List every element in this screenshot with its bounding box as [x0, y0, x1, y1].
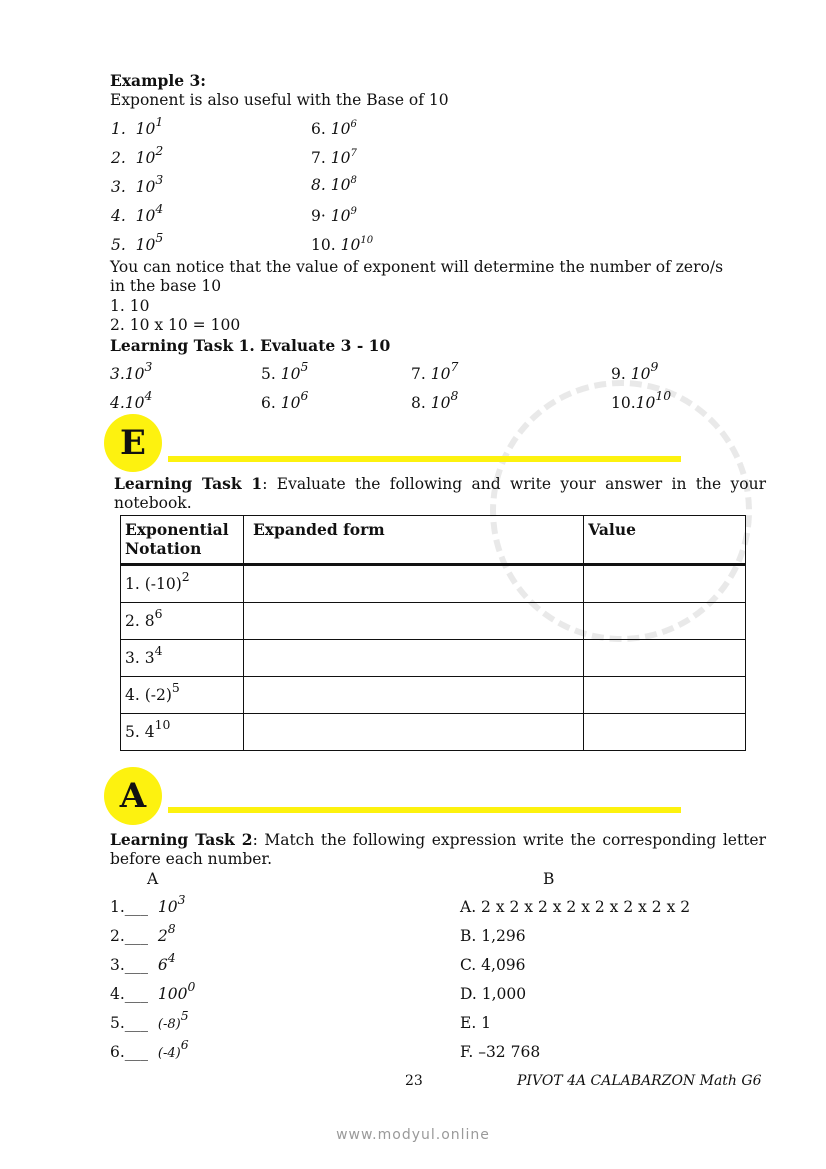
- match-right-item: E. 1: [460, 1014, 492, 1032]
- match-left-item: 4.___ $100^0$: [110, 979, 196, 1003]
- match-right-item: D. 1,000: [460, 985, 527, 1003]
- watermark: www.modyul.online: [336, 1127, 490, 1143]
- notation-cell: 1. $(-10)^2$: [121, 565, 244, 603]
- value-cell[interactable]: [584, 714, 746, 751]
- task1-item: 4.10$^4$: [110, 388, 153, 412]
- match-right-item: B. 1,296: [460, 927, 526, 945]
- example-item: 2. $10^2$: [111, 143, 164, 167]
- notation-cell: 2. $8^6$: [121, 603, 244, 640]
- notation-cell: 3. $3^4$: [121, 640, 244, 677]
- expanded-form-cell[interactable]: [243, 714, 583, 751]
- example-note: You can notice that the value of exponent will determine the number of zero/s: [110, 258, 724, 276]
- example-item: 7. $10^7$: [311, 148, 357, 167]
- column-b-label: B: [543, 870, 555, 888]
- match-left-item: 2.___ $2^8$: [110, 921, 176, 945]
- page-number: 23: [405, 1073, 423, 1089]
- match-left-item: 6.___ $(-4)^6$: [110, 1037, 189, 1061]
- header-expanded-form: Expanded form: [243, 516, 583, 565]
- evaluate-table: [120, 515, 746, 751]
- example-heading: Example 3:: [110, 71, 206, 90]
- section-a-badge: A: [104, 767, 162, 825]
- example-item: $9\cdot 10^9$: [311, 206, 357, 225]
- example-note: in the base 10: [110, 277, 222, 295]
- example-item: 8. $10^8$: [311, 175, 357, 194]
- example-item: 5. $10^5$: [111, 230, 164, 254]
- notation-cell: 4. $(-2)^5$: [121, 677, 244, 714]
- value-cell[interactable]: [584, 640, 746, 677]
- example-item: 6. $10^6$: [311, 119, 357, 138]
- task1-item: 7. $10^7$: [411, 359, 459, 383]
- example-list-item: 1. 10: [110, 297, 150, 315]
- table-row: [121, 603, 746, 640]
- example-item: 4. $10^4$: [111, 201, 164, 225]
- section-e-instruction-cont: notebook.: [114, 494, 192, 512]
- table-row: [121, 565, 746, 603]
- footer-title: PIVOT 4A CALABARZON Math G6: [517, 1073, 762, 1089]
- task1-item: 10.10$^{10}$: [611, 388, 672, 412]
- section-a-rule: [168, 807, 681, 813]
- section-e-rule: [168, 456, 681, 462]
- value-cell[interactable]: [584, 677, 746, 714]
- section-a-instruction-cont: before each number.: [110, 850, 273, 868]
- task1-item: 9. $10^9$: [611, 359, 659, 383]
- match-left-item: 5.___ $(-8)^5$: [110, 1008, 189, 1032]
- match-right-item: C. 4,096: [460, 956, 526, 974]
- task1-item: 6. $10^6$: [261, 388, 309, 412]
- expanded-form-cell[interactable]: [243, 677, 583, 714]
- table-row: [121, 640, 746, 677]
- table-row: [121, 714, 746, 751]
- task1-item: 3.10$^3$: [110, 359, 153, 383]
- header-value: Value: [584, 516, 746, 565]
- example-item: 10. $10^{10}$: [311, 235, 374, 254]
- section-a-instruction: Learning Task 2: Match the following expression write the corresponding letter: [110, 830, 767, 849]
- section-e-badge: E: [104, 414, 162, 472]
- task1-item: 8. $10^8$: [411, 388, 459, 412]
- table-header-row: [121, 516, 746, 565]
- task1-item: 5. $10^5$: [261, 359, 309, 383]
- expanded-form-cell[interactable]: [243, 640, 583, 677]
- match-left-item: 3.___ $6^4$: [110, 950, 176, 974]
- example-list-item: 2. 10 x 10 = 100: [110, 316, 241, 334]
- match-right-item: F. –32 768: [460, 1043, 541, 1061]
- notation-cell: 5. $4^{10}$: [121, 714, 244, 751]
- column-a-label: A: [147, 870, 159, 888]
- value-cell[interactable]: [584, 603, 746, 640]
- header-exponential-notation: Exponential Notation: [121, 516, 244, 565]
- table-row: [121, 677, 746, 714]
- match-left-item: 1.___ $10^3$: [110, 892, 186, 916]
- section-e-instruction: Learning Task 1: Evaluate the following and write your answer in the your: [114, 474, 767, 493]
- expanded-form-cell[interactable]: [243, 565, 583, 603]
- example-item: 3. $10^3$: [111, 172, 164, 196]
- example-item: 1. $10^1$: [111, 114, 164, 138]
- expanded-form-cell[interactable]: [243, 603, 583, 640]
- task1-heading: Learning Task 1. Evaluate 3 - 10: [110, 336, 391, 355]
- example-intro: Exponent is also useful with the Base of 10: [110, 91, 449, 109]
- value-cell[interactable]: [584, 565, 746, 603]
- match-right-item: A. 2 x 2 x 2 x 2 x 2 x 2 x 2 x 2: [460, 898, 691, 916]
